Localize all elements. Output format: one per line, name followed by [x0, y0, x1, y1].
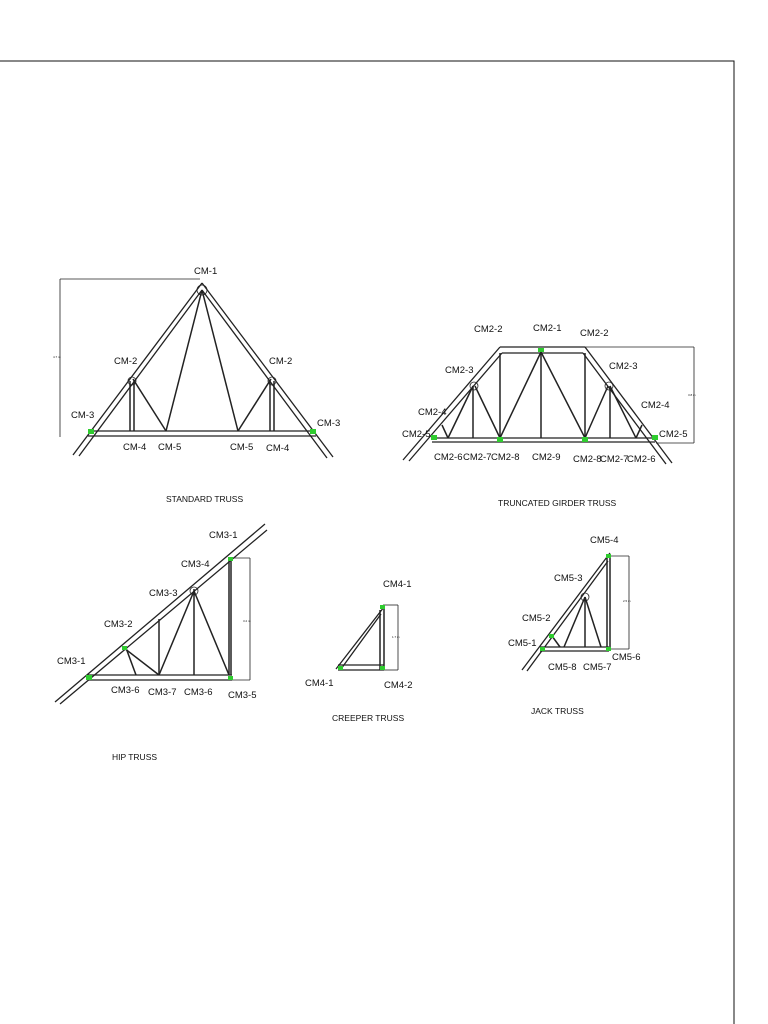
top-chord — [336, 607, 384, 669]
connection-plate — [538, 348, 544, 352]
web-member — [585, 597, 601, 647]
label-cm3-right: CM-3 — [317, 418, 341, 429]
sheet-border — [0, 61, 734, 1024]
truncated-truss-caption: TRUNCATED GIRDER TRUSS — [498, 498, 617, 508]
connection-plate — [652, 435, 658, 440]
label-cm2-6-left: CM2-6 — [434, 452, 463, 463]
label-cm3-6-right: CM3-6 — [184, 687, 213, 698]
label-cm2-5-left: CM2-5 — [402, 429, 431, 440]
connection-plate — [338, 666, 343, 670]
standard-truss — [53, 266, 340, 504]
web-member — [541, 352, 585, 438]
connection-plate — [310, 429, 316, 434]
connection-plate — [228, 557, 233, 561]
label-cm5-2: CM5-2 — [522, 613, 551, 624]
label-cm2-4-right: CM2-4 — [641, 400, 670, 411]
web-member — [238, 379, 271, 431]
label-cm2-2-right: CM2-2 — [580, 328, 609, 339]
web-member — [124, 648, 159, 675]
top-chord-inner — [341, 614, 381, 669]
label-cm3-4: CM3-4 — [181, 559, 210, 570]
label-cm4-1-left: CM4-1 — [305, 678, 334, 689]
connection-plate — [606, 554, 611, 558]
height-dim-text: 4.7 m — [53, 355, 61, 359]
creeper-truss — [305, 579, 413, 723]
web-member — [166, 290, 202, 431]
connection-plate — [497, 437, 503, 442]
connection-plate — [122, 646, 127, 650]
label-cm5-7: CM5-7 — [583, 662, 612, 673]
top-chord — [522, 553, 610, 670]
label-cm3-5: CM3-5 — [228, 690, 257, 701]
label-cm4-1-top: CM4-1 — [383, 579, 412, 590]
label-cm2-8-left: CM2-8 — [491, 452, 520, 463]
label-cm2-1: CM2-1 — [533, 323, 562, 334]
standard-truss-caption: STANDARD TRUSS — [166, 494, 244, 504]
label-cm2-2-left: CM2-2 — [474, 324, 503, 335]
connection-plate — [86, 675, 92, 680]
label-cm2-6-right: CM2-6 — [627, 454, 656, 465]
label-cm2-4-left: CM2-4 — [418, 407, 447, 418]
web-member — [159, 591, 194, 675]
web-member — [610, 386, 636, 438]
web-member — [442, 425, 448, 438]
label-cm3-7: CM3-7 — [148, 687, 177, 698]
connection-plate — [549, 634, 554, 638]
height-dim-text: 3.2 m — [243, 619, 251, 623]
label-cm5-4: CM5-4 — [590, 535, 619, 546]
height-dim-text: 2.5 m — [623, 599, 631, 603]
web-member — [126, 648, 136, 675]
web-member — [585, 386, 608, 438]
label-cm2-5-right: CM2-5 — [659, 429, 688, 440]
label-cm2-7-left: CM2-7 — [463, 452, 492, 463]
label-cm3-left: CM-3 — [71, 410, 95, 421]
label-cm2-9: CM2-9 — [532, 452, 561, 463]
label-cm5-3: CM5-3 — [554, 573, 583, 584]
label-cm2-3-left: CM2-3 — [445, 365, 474, 376]
connection-plate — [431, 435, 437, 440]
jack-truss-caption: JACK TRUSS — [531, 706, 584, 716]
label-cm4-left: CM-4 — [123, 442, 147, 453]
connection-plate — [380, 666, 385, 670]
top-chord-right-inner — [202, 290, 327, 458]
web-member — [202, 290, 238, 431]
height-dim-text: 1.7 m — [392, 635, 400, 639]
label-cm1: CM-1 — [194, 266, 218, 277]
truncated-girder-truss — [402, 323, 696, 508]
jack-truss — [508, 535, 641, 716]
label-cm3-6-left: CM3-6 — [111, 685, 140, 696]
web-member — [564, 597, 585, 647]
web-member — [500, 352, 541, 438]
web-member — [475, 386, 500, 438]
label-cm4-right: CM-4 — [266, 443, 290, 454]
creeper-truss-caption: CREEPER TRUSS — [332, 713, 405, 723]
connection-plate — [88, 429, 94, 434]
connection-plate — [582, 437, 588, 442]
height-dim-text: 3.8 m — [688, 393, 696, 397]
top-chord-left — [403, 347, 500, 460]
hip-truss — [55, 524, 267, 762]
label-cm3-1-top: CM3-1 — [209, 530, 238, 541]
label-cm5-left: CM-5 — [158, 442, 182, 453]
label-cm5-6: CM5-6 — [612, 652, 641, 663]
connection-plate — [540, 647, 545, 651]
label-cm3-2: CM3-2 — [104, 619, 133, 630]
label-cm5-8: CM5-8 — [548, 662, 577, 673]
label-cm3-1-left: CM3-1 — [57, 656, 86, 667]
label-cm3-3: CM3-3 — [149, 588, 178, 599]
label-cm2-3-right: CM2-3 — [609, 361, 638, 372]
connection-plate — [606, 647, 611, 651]
label-cm5-1: CM5-1 — [508, 638, 537, 649]
label-cm2-right: CM-2 — [269, 356, 293, 367]
label-cm4-2: CM4-2 — [384, 680, 413, 691]
label-cm2-8-right: CM2-8 — [573, 454, 602, 465]
connection-plate — [380, 605, 385, 609]
web-member — [194, 591, 229, 675]
label-cm5-right: CM-5 — [230, 442, 254, 453]
label-cm2-7-right: CM2-7 — [600, 454, 629, 465]
label-cm2-left: CM-2 — [114, 356, 138, 367]
hip-truss-caption: HIP TRUSS — [112, 752, 158, 762]
connection-plate — [228, 676, 233, 680]
web-member — [133, 379, 166, 431]
